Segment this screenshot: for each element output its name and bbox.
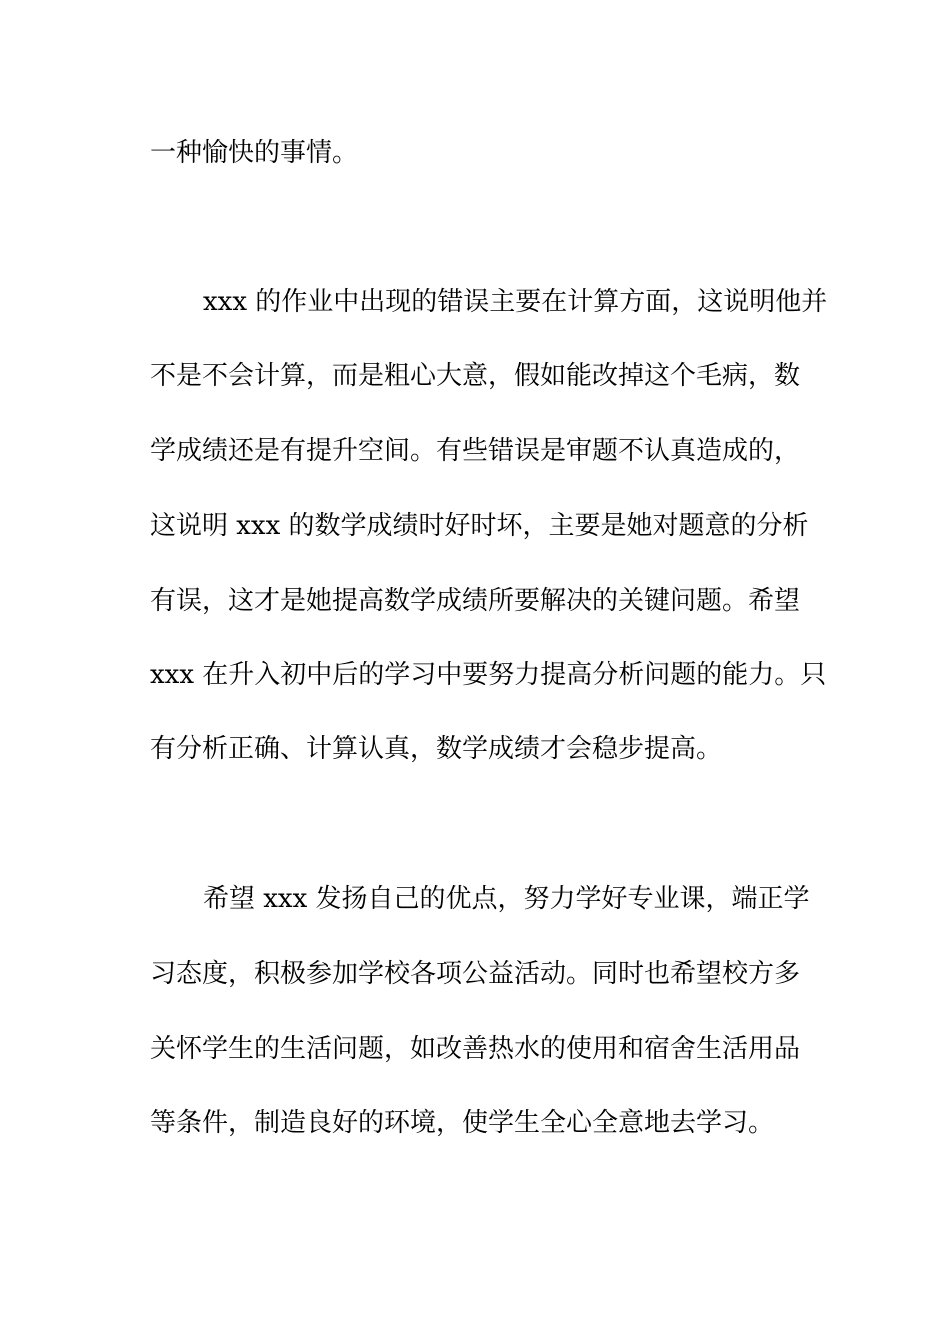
paragraph-2-line-5: 有误，这才是她提高数学成绩所要解决的关键问题。希望 xyxy=(150,586,801,616)
paragraph-3-line-3: 关怀学生的生活问题，如改善热水的使用和宿舍生活用品 xyxy=(150,1034,801,1064)
paragraph-2-line-1: xxx 的作业中出现的错误主要在计算方面，这说明他并 xyxy=(203,287,828,317)
paragraph-3-line-1: 希望 xxx 发扬自己的优点，努力学好专业课，端正学 xyxy=(203,884,810,914)
paragraph-3-line-4: 等条件，制造良好的环境，使学生全心全意地去学习。 xyxy=(150,1108,775,1138)
paragraph-2-line-2: 不是不会计算，而是粗心大意，假如能改掉这个毛病，数 xyxy=(150,361,801,391)
paragraph-2-line-7: 有分析正确、计算认真，数学成绩才会稳步提高。 xyxy=(150,734,723,764)
paragraph-3-line-2: 习态度，积极参加学校各项公益活动。同时也希望校方多 xyxy=(150,959,801,989)
paragraph-2-line-6: xxx 在升入初中后的学习中要努力提高分析问题的能力。只 xyxy=(150,660,827,690)
paragraph-2-line-3: 学成绩还是有提升空间。有些错误是审题不认真造成的， xyxy=(150,436,801,466)
paragraph-2-line-4: 这说明 xxx 的数学成绩时好时坏，主要是她对题意的分析 xyxy=(150,511,809,541)
paragraph-1-line-1: 一种愉快的事情。 xyxy=(150,138,359,168)
